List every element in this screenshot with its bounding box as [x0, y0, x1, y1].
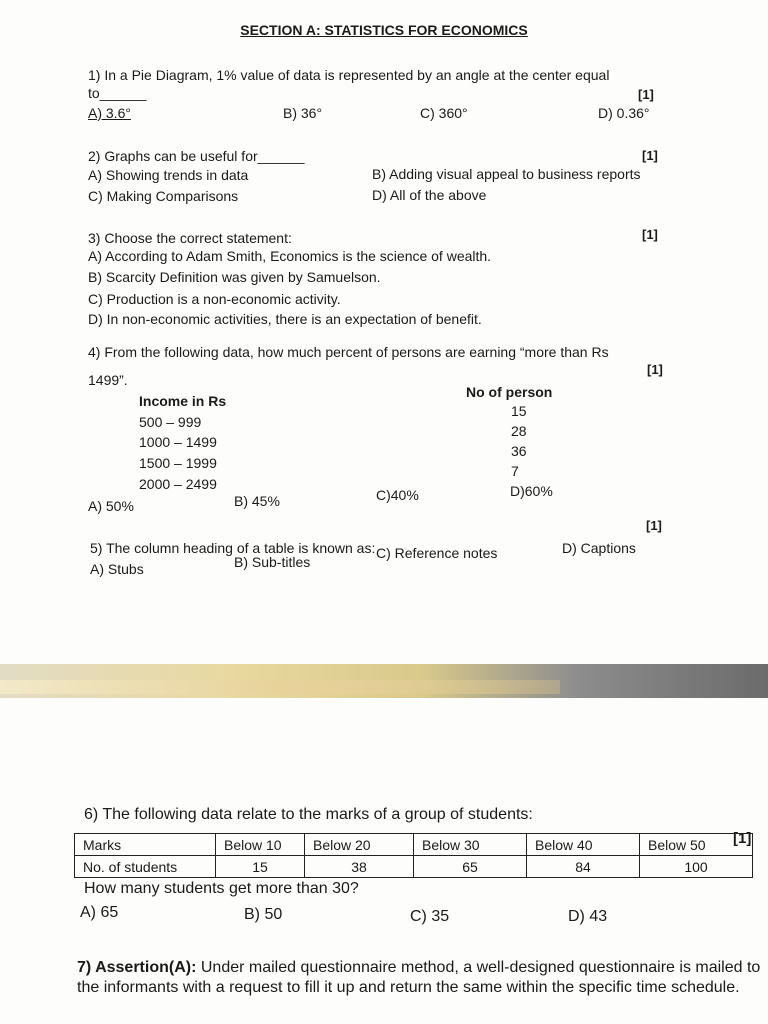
table-header-cell: Below 10: [216, 834, 305, 856]
q7-text: Under mailed questionnaire method, a well-designed questionnaire is mailed to the informants with a request to fill it up and return the same within the specific time schedule.: [77, 959, 761, 996]
marks-table: [74, 833, 753, 878]
q1-option-c: C) 360°: [420, 105, 468, 121]
q4-text-line1: 4) From the following data, how much percent of persons are earning “more than Rs: [88, 344, 609, 360]
q1-marks: [1]: [638, 87, 654, 102]
q3-option-a: A) According to Adam Smith, Economics is the science of wealth.: [88, 248, 492, 264]
q5-text: 5) The column heading of a table is known as:: [90, 540, 376, 556]
q5-marks: [1]: [646, 518, 662, 533]
q4-income-row-1: 500 – 999: [139, 414, 202, 430]
q6-text: 6) The following data relate to the marks of a group of students:: [84, 806, 533, 823]
q7-label: 7) Assertion(A):: [77, 959, 197, 976]
table-cell: 84: [527, 856, 640, 878]
table-header-cell: Below 40: [527, 834, 640, 856]
q3-marks: [1]: [642, 227, 658, 242]
q4-persons-row-4: 7: [511, 463, 519, 479]
q1-option-a: A) 3.6°: [88, 105, 131, 121]
q2-text: 2) Graphs can be useful for______: [88, 148, 305, 164]
q4-persons-row-1: 15: [511, 403, 527, 419]
section-title: SECTION A: STATISTICS FOR ECONOMICS: [240, 22, 528, 38]
q3-option-b: B) Scarcity Definition was given by Samuelson.: [88, 269, 381, 285]
q4-marks: [1]: [647, 362, 663, 377]
q4-option-a: A) 50%: [88, 498, 134, 514]
q2-marks: [1]: [642, 148, 658, 163]
page-edge-highlight: [0, 680, 560, 694]
table-cell: 15: [216, 856, 305, 878]
table-header-cell: Below 50: [640, 834, 753, 856]
q4-income-row-3: 1500 – 1999: [139, 455, 217, 471]
q3-text: 3) Choose the correct statement:: [88, 230, 292, 246]
q5-option-c: C) Reference notes: [376, 545, 498, 561]
q5-option-b: B) Sub-titles: [234, 554, 311, 570]
table-row: [75, 834, 753, 856]
q5-option-d: D) Captions: [562, 540, 636, 556]
q5-option-a: A) Stubs: [90, 561, 144, 577]
q4-income-header: Income in Rs: [139, 393, 227, 409]
q1-text-line1: 1) In a Pie Diagram, 1% value of data is represented by an angle at the center equal: [88, 67, 610, 83]
q4-persons-header: No of person: [466, 384, 553, 400]
q4-option-d: D)60%: [510, 483, 553, 499]
table-header-cell: Below 30: [414, 834, 527, 856]
q6-question: How many students get more than 30?: [84, 880, 359, 897]
q4-option-c: C)40%: [376, 487, 419, 503]
q6-option-a: A) 65: [80, 904, 119, 921]
q2-option-d: D) All of the above: [372, 187, 487, 203]
q2-option-b: B) Adding visual appeal to business reports: [372, 166, 641, 182]
q1-text-line2: to______: [88, 85, 147, 101]
table-cell: 38: [305, 856, 414, 878]
q1-option-d: D) 0.36°: [598, 105, 650, 121]
table-cell: 100: [640, 856, 753, 878]
q3-option-d: D) In non-economic activities, there is an expectation of benefit.: [88, 311, 482, 327]
q6-marks: [1]: [733, 830, 752, 847]
q2-option-a: A) Showing trends in data: [88, 167, 249, 183]
table-cell: No. of students: [75, 856, 216, 878]
q6-option-c: C) 35: [410, 908, 450, 925]
q7-paragraph: [77, 958, 761, 998]
q4-income-row-2: 1000 – 1499: [139, 434, 217, 450]
q6-option-b: B) 50: [244, 906, 283, 923]
q2-option-c: C) Making Comparisons: [88, 188, 239, 204]
q4-income-row-4: 2000 – 2499: [139, 476, 217, 492]
q4-persons-row-3: 36: [511, 443, 527, 459]
q4-persons-row-2: 28: [511, 423, 527, 439]
table-header-cell: Marks: [75, 834, 216, 856]
q1-option-b: B) 36°: [283, 105, 323, 121]
q6-option-d: D) 43: [568, 908, 608, 925]
table-header-cell: Below 20: [305, 834, 414, 856]
q4-text-line2: 1499”.: [88, 372, 128, 388]
q4-option-b: B) 45%: [234, 493, 280, 509]
table-row: [75, 856, 753, 878]
table-cell: 65: [414, 856, 527, 878]
q3-option-c: C) Production is a non-economic activity.: [88, 291, 341, 307]
